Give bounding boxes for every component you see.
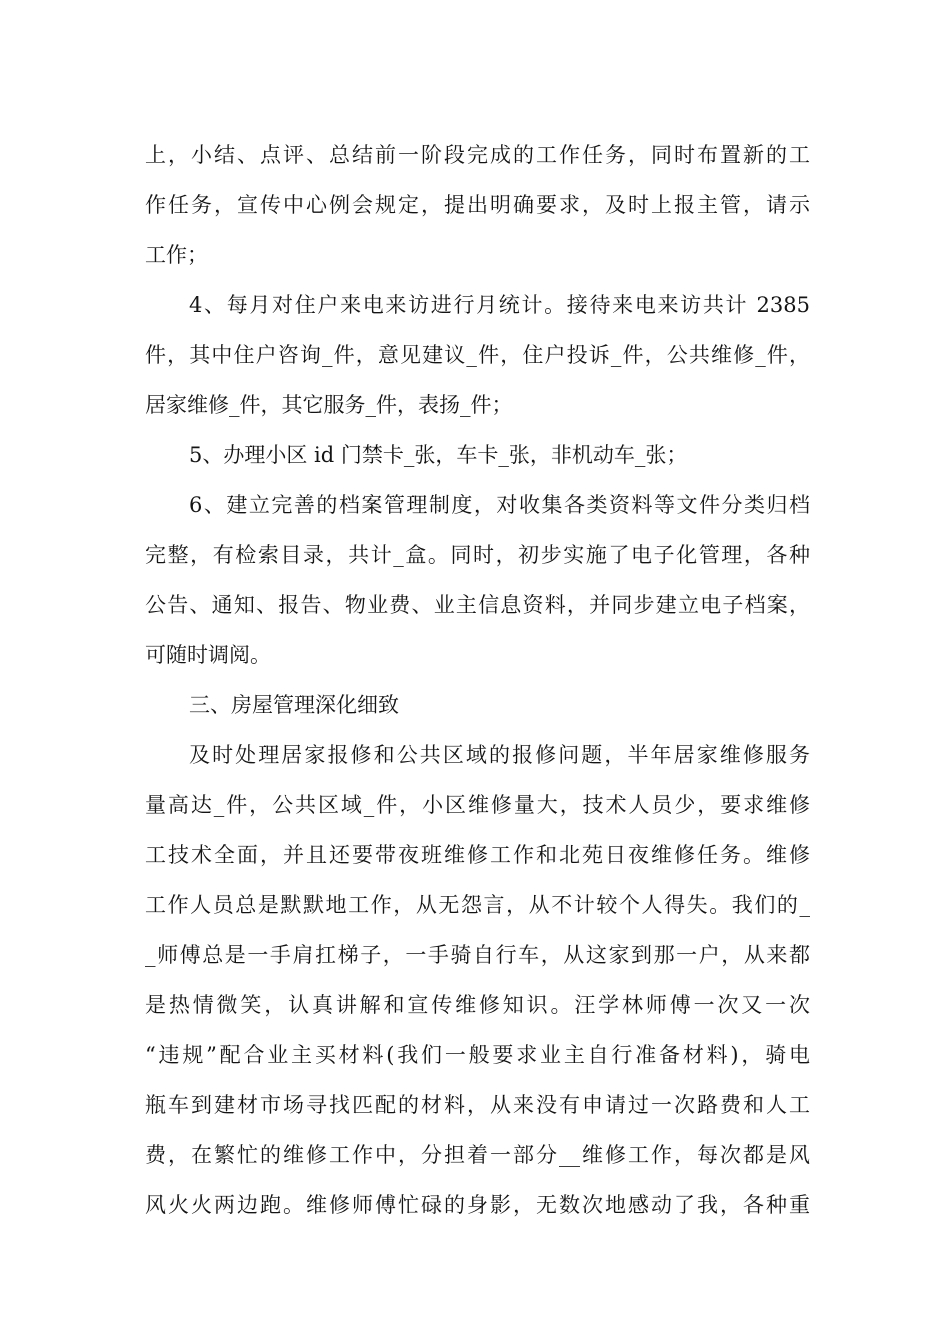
- text-line: 上，小结、点评、总结前一阶段完成的工作任务，同时布置新的工: [145, 143, 810, 167]
- text-line: 公告、通知、报告、物业费、业主信息资料，并同步建立电子档案，: [145, 593, 810, 617]
- text-line: 完整，有检索目录，共计_盒。同时，初步实施了电子化管理，各种: [145, 543, 810, 567]
- text-line: _师傅总是一手肩扛梯子，一手骑自行车，从这家到那一户，从来都: [145, 943, 810, 967]
- text-line: 5、办理小区 id 门禁卡_张，车卡_张，非机动车_张；: [189, 443, 688, 467]
- text-line: 件，其中住户咨询_件，意见建议_件，住户投诉_件，公共维修_件，: [145, 343, 810, 367]
- text-line: 工作人员总是默默地工作，从无怨言，从不计较个人得失。我们的_: [145, 893, 810, 917]
- text-line: 量高达_件，公共区域_件，小区维修量大，技术人员少，要求维修: [145, 793, 810, 817]
- document-body: [145, 130, 810, 1230]
- text-line: 工作；: [145, 243, 208, 267]
- text-line: 作任务，宣传中心例会规定，提出明确要求，及时上报主管，请示: [145, 193, 810, 217]
- text-line: 居家维修_件，其它服务_件，表扬_件；: [145, 393, 513, 417]
- text-line: 瓶车到建材市场寻找匹配的材料，从来没有申请过一次路费和人工: [145, 1093, 810, 1117]
- text-line: 费，在繁忙的维修工作中，分担着一部分__维修工作，每次都是风: [145, 1143, 810, 1167]
- text-line: 是热情微笑，认真讲解和宣传维修知识。汪学林师傅一次又一次: [145, 993, 810, 1017]
- text-line: “违规”配合业主买材料(我们一般要求业主自行准备材料)，骑电: [145, 1043, 810, 1067]
- text-line: 三、房屋管理深化细致: [189, 693, 399, 717]
- text-line: 6、建立完善的档案管理制度，对收集各类资料等文件分类归档: [189, 493, 810, 517]
- text-line: 及时处理居家报修和公共区域的报修问题，半年居家维修服务: [189, 743, 810, 767]
- text-line: 可随时调阅。: [145, 643, 271, 667]
- text-line: 工技术全面，并且还要带夜班维修工作和北苑日夜维修任务。维修: [145, 843, 810, 867]
- text-line: 4、每月对住户来电来访进行月统计。接待来电来访共计 2385: [189, 293, 810, 317]
- text-line: 风火火两边跑。维修师傅忙碌的身影，无数次地感动了我，各种重: [145, 1193, 810, 1217]
